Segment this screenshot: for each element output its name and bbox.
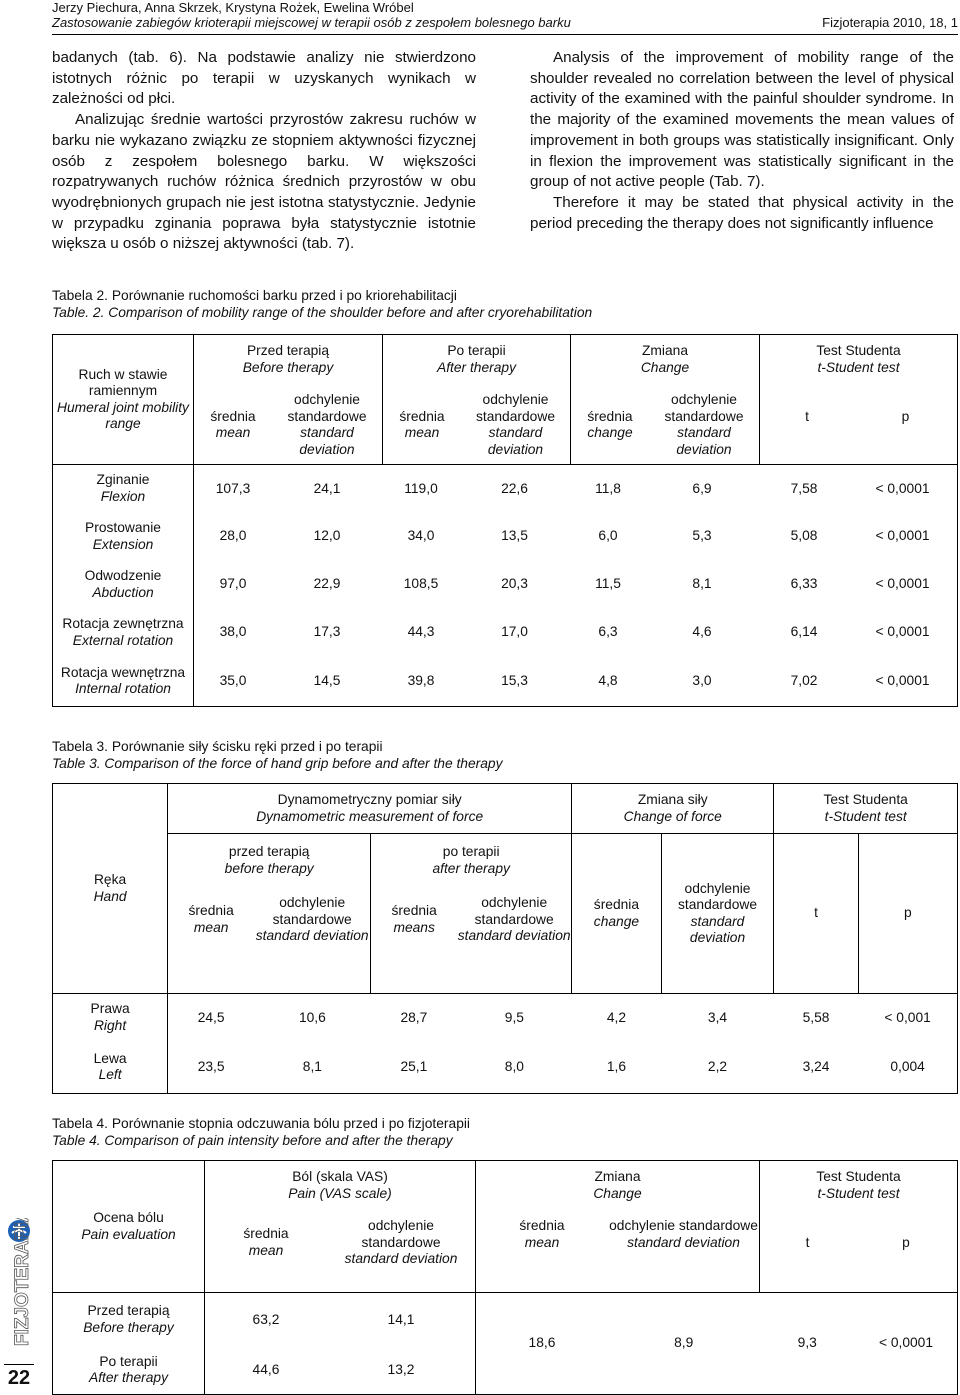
caption-en: Table 3. Comparison of the force of hand grip before and after the therapy xyxy=(52,755,503,771)
table-2-header-movement: Ruch w stawie ramiennym Humeral joint mobility range xyxy=(53,335,194,465)
table-3-header-mean-change: średnia change xyxy=(572,834,662,994)
table-4-header-pain: Ból (skala VAS) Pain (VAS scale) średnia mean odchylenie standardowe standard deviation xyxy=(205,1161,476,1293)
right-paragraph: Therefore it may be stated that physical activity in the period preceding the therapy does not significantly influence xyxy=(530,193,954,232)
table-row: Przed terapią Before therapy 63,2 14,1 18,6 8,9 9,3 < 0,0001 xyxy=(53,1293,958,1347)
table-4-header-pain-eval: Ocena bólu Pain evaluation xyxy=(53,1161,205,1293)
table-3-header-sd: odchylenie standardowe standard deviation xyxy=(661,834,774,994)
journal-logo xyxy=(4,1218,34,1348)
page-header xyxy=(52,0,960,30)
table-3-header-after: po terapii after therapy średnia means odchylenie standardowe standard deviation xyxy=(371,834,572,994)
table-row: Zginanie Flexion 107,3 24,1 119,0 22,6 11,8 6,9 7,58 < 0,0001 xyxy=(53,465,958,513)
table-3-header-dynamometric: Dynamometryczny pomiar siły Dynamometric measurement of force xyxy=(168,784,572,834)
table-4-header-ttest: Test Studenta t-Student test t p xyxy=(760,1161,958,1293)
table-2-caption xyxy=(52,288,592,321)
table-3-header-ttest: Test Studenta t-Student test xyxy=(774,784,958,834)
table-2 xyxy=(52,334,958,707)
caption-pl: Tabela 4. Porównanie stopnia odczuwania bólu przed i po fizjoterapii xyxy=(52,1116,471,1131)
table-row: Rotacja zewnętrzna External rotation 38,0 17,3 44,3 17,0 6,3 4,6 6,14 < 0,0001 xyxy=(53,609,958,657)
table-4-header-change: Zmiana Change średnia mean odchylenie standardowe standard deviation xyxy=(476,1161,760,1293)
table-2-header-before: Przed terapią Before therapy średnia mean odchylenie standardowe standard deviation xyxy=(194,335,383,465)
caption-en: Table. 2. Comparison of mobility range of the shoulder before and after cryorehabilitation xyxy=(52,304,593,320)
table-2-header-change: Zmiana Change średnia change odchylenie standardowe standard deviation xyxy=(571,335,760,465)
header-article-title: Zastosowanie zabiegów krioterapii miejscowej w terapii osób z zespołem bolesnego barku xyxy=(52,15,571,30)
header-journal: Fizjoterapia 2010, 18, 1 xyxy=(822,15,958,30)
table-3 xyxy=(52,783,958,1094)
caption-en: Table 4. Comparison of pain intensity before and after the therapy xyxy=(52,1132,453,1148)
left-paragraph: badanych (tab. 6). Na podstawie analizy nie stwierdzono istotnych różnic po terapii w uzyskanych wynikach w zależności od płci. xyxy=(52,49,476,108)
table-row: Po terapii After therapy 44,6 13,2 xyxy=(53,1347,958,1395)
right-paragraph: Analysis of the improvement of mobility range of the shoulder revealed no correlation between the level of physical activity of the examined with the painful shoulder syndrome. In the majority of the examined movements the mean values of improvement in both groups was statistically insignificant. Only in flexion the improvement was statistically significant in the group of not active people (Tab. 7). xyxy=(530,49,954,191)
fizjoterapia-logo-icon xyxy=(4,1218,34,1348)
table-row: Lewa Left 23,5 8,1 25,1 8,0 1,6 2,2 3,24 0,004 xyxy=(53,1042,958,1094)
caption-pl: Tabela 2. Porównanie ruchomości barku przed i po kriorehabilitacji xyxy=(52,288,457,303)
caption-pl: Tabela 3. Porównanie siły ścisku ręki przed i po terapii xyxy=(52,739,383,754)
page-number: 22 xyxy=(4,1364,34,1391)
header-authors: Jerzy Piechura, Anna Skrzek, Krystyna Rożek, Ewelina Wróbel xyxy=(52,0,414,15)
left-paragraph: Analizując średnie wartości przyrostów zakresu ruchów w barku nie wykazano związku ze stopniem aktywności fizycznej osób z zespołem bolesnego barku. W większości rozpatrywanych ruchów różnica średnich przyrostów w obu wyodrębnionych grupach nie jest istotna statystycznie. Jedynie w przypadku zginania poprawa była statystycznie istotnie większa u osób o niższej aktywności (tab. 7). xyxy=(52,111,476,253)
table-3-header-before: przed terapią before therapy średnia mean odchylenie standardowe standard deviation xyxy=(168,834,371,994)
table-row: Odwodzenie Abduction 97,0 22,9 108,5 20,3 11,5 8,1 6,33 < 0,0001 xyxy=(53,561,958,609)
header-rule xyxy=(52,34,958,35)
table-2-header-after: Po terapii After therapy średnia mean odchylenie standardowe standard deviation xyxy=(383,335,571,465)
table-3-header-change: Zmiana siły Change of force xyxy=(572,784,774,834)
table-3-caption xyxy=(52,739,502,772)
right-column xyxy=(530,48,954,234)
table-3-header-p: p xyxy=(858,834,957,994)
table-row: Prostowanie Extension 28,0 12,0 34,0 13,5 6,0 5,3 5,08 < 0,0001 xyxy=(53,513,958,561)
table-row: Prawa Right 24,5 10,6 28,7 9,5 4,2 3,4 5,58 < 0,001 xyxy=(53,994,958,1042)
table-3-header-hand: Ręka Hand xyxy=(53,784,168,994)
table-row: Rotacja wewnętrzna Internal rotation 35,0 14,5 39,8 15,3 4,8 3,0 7,02 < 0,0001 xyxy=(53,657,958,707)
table-4-caption xyxy=(52,1116,470,1149)
left-column xyxy=(52,48,476,255)
svg-text:FIZJOTERAPIA: FIZJOTERAPIA xyxy=(12,1218,33,1346)
table-4 xyxy=(52,1160,958,1395)
table-2-header-ttest: Test Studenta t-Student test t p xyxy=(760,335,958,465)
table-3-header-t: t xyxy=(774,834,858,994)
